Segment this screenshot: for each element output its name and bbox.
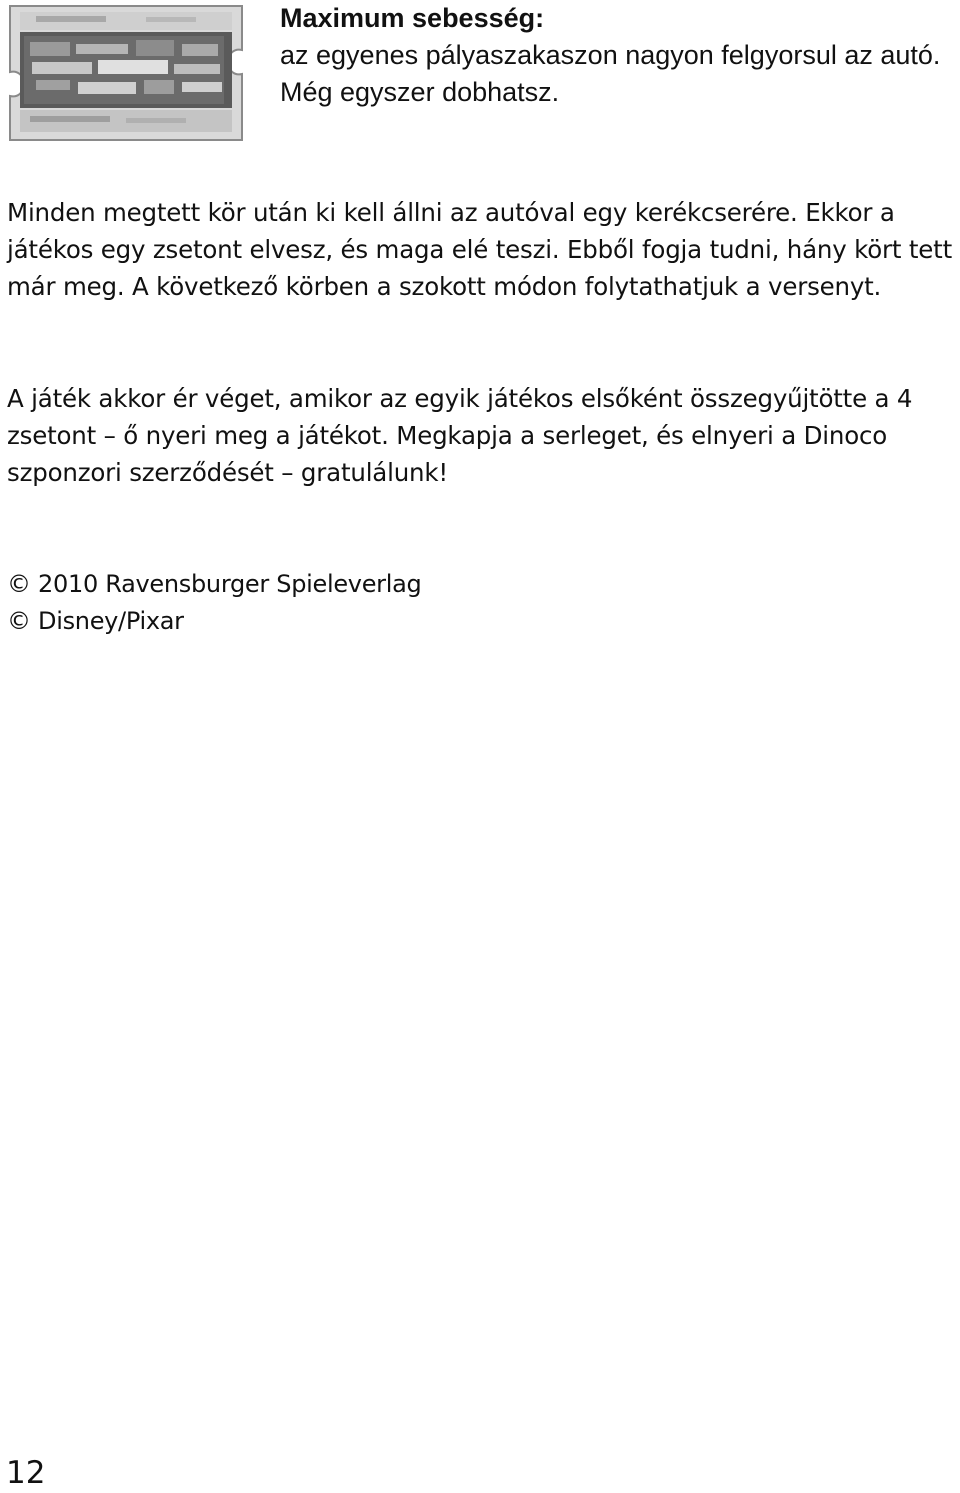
tile-description-block — [280, 0, 950, 111]
rules-paragraph-pit-stop: Minden megtett kör után ki kell állni az autóval egy kerékcserére. Ekkor a játékos egy zsetont elvesz, és maga elé teszi. Ebből fogja tudni, hány kört tett már meg. A következő körben a szokott módon folytathatjuk a versenyt. — [7, 198, 952, 301]
copyright-disney-pixar: © Disney/Pixar — [7, 607, 184, 635]
rules-paragraph-game-end: A játék akkor ér véget, amikor az egyik játékos elsőként összegyűjtötte a 4 zsetont – ő nyeri meg a játékot. Megkapja a serleget, és elnyeri a Dinoco szponzori szerződését – gratulálunk! — [7, 384, 913, 487]
tile-title: Maximum sebesség: — [280, 3, 545, 33]
copyright-ravensburger: © 2010 Ravensburger Spieleverlag — [7, 570, 422, 598]
page-number: 12 — [6, 1455, 46, 1491]
track-tile-image — [6, 4, 248, 144]
tile-description: az egyenes pályaszakaszon nagyon felgyorsul az autó. Még egyszer dobhatsz. — [280, 40, 941, 107]
